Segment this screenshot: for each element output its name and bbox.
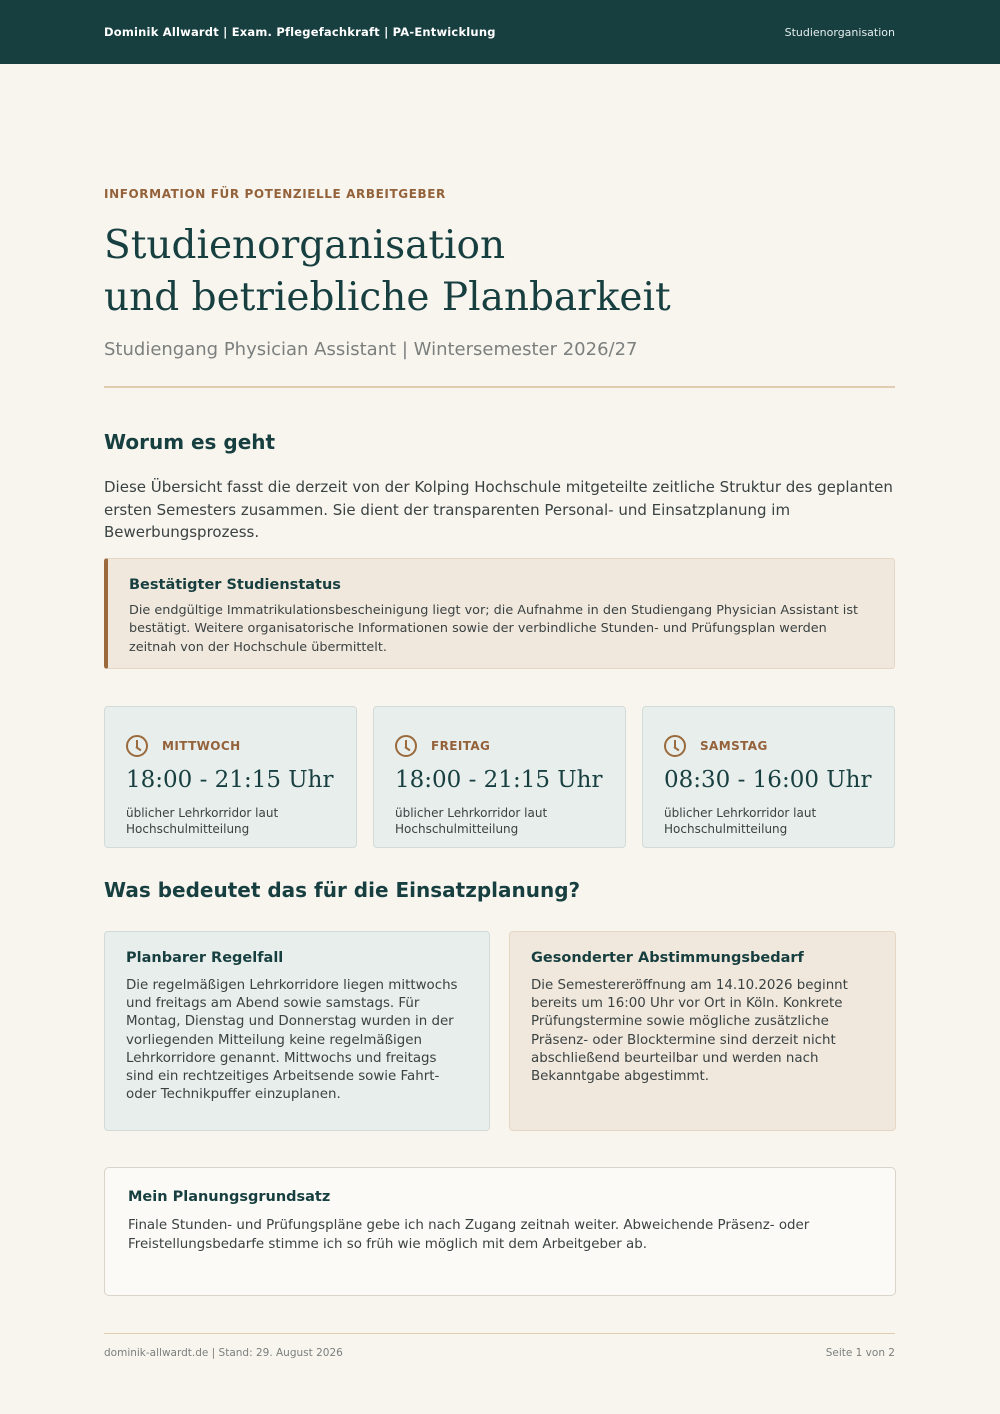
principle-text: Finale Stunden- und Prüfungspläne gebe ich nach Zugang zeitnah weiter. Abweichende Präsenz- oder Freistellungsbedarfe stimme ich so früh wie möglich mit dem Arbeitgeber ab. (128, 1218, 810, 1252)
footer-divider (104, 1333, 895, 1334)
clock-icon (664, 735, 686, 757)
page-title (104, 220, 904, 324)
special-case-title: Gesonderter Abstimmungsbedarf (531, 950, 804, 966)
day-time: 18:00 - 21:15 Uhr (395, 767, 603, 793)
status-text: Die endgültige Immatrikulationsbescheinigung liegt vor; die Aufnahme in den Studiengang Physician Assistant ist bestätigt. Weitere organisatorische Informationen sowie der verbindliche Stunden- und Prüfungsplan werden zeitnah von der Hochschule übermittelt. (129, 603, 859, 655)
header-bar (0, 0, 1000, 64)
schedule-card-head (395, 735, 490, 757)
principle-title: Mein Planungsgrundsatz (128, 1189, 331, 1205)
schedule-card-head (664, 735, 768, 757)
day-note: üblicher Lehrkorridor laut Hochschulmitteilung (395, 806, 548, 836)
divider (104, 386, 895, 388)
day-name: FREITAG (431, 739, 491, 753)
special-case-card (509, 931, 896, 1131)
day-name: MITTWOCH (162, 739, 241, 753)
author-line: Dominik Allwardt | Exam. Pflegefachkraft | PA-Entwicklung (104, 25, 496, 39)
section-label: Studienorganisation (784, 25, 895, 39)
intro-text: Diese Übersicht fasst die derzeit von der Kolping Hochschule mitgeteilte zeitliche Struktur des geplanten ersten Semesters zusammen. Sie dient der transparenten Personal- und Einsatzplanung im Bewerbungsprozess. (104, 478, 893, 541)
intro-heading: Worum es geht (104, 430, 276, 454)
regular-case-card (104, 931, 490, 1131)
planning-heading: Was bedeutet das für die Einsatzplanung? (104, 878, 581, 902)
title-line-1: Studienorganisation (104, 223, 506, 268)
clock-icon (126, 735, 148, 757)
day-time: 18:00 - 21:15 Uhr (126, 767, 334, 793)
eyebrow: INFORMATION FÜR POTENZIELLE ARBEITGEBER (104, 187, 446, 201)
day-name: SAMSTAG (700, 739, 768, 753)
clock-icon (395, 735, 417, 757)
page-subtitle: Studiengang Physician Assistant | Wintersemester 2026/27 (104, 339, 638, 360)
page-number: Seite 1 von 2 (825, 1347, 895, 1359)
schedule-card-saturday (642, 706, 895, 848)
day-time: 08:30 - 16:00 Uhr (664, 767, 872, 793)
day-note: üblicher Lehrkorridor laut Hochschulmitteilung (664, 806, 817, 836)
schedule-card-friday (373, 706, 626, 848)
footer-source: dominik-allwardt.de | Stand: 29. August 2026 (104, 1347, 343, 1359)
regular-case-text: Die regelmäßigen Lehrkorridore liegen mittwochs und freitags am Abend sowie samstags. Für Montag, Dienstag und Donnerstag wurden in der vorliegenden Mitteilung keine regelmäßigen Lehrkorridore genannt. Mittwochs und freitags sind ein rechtzeitiges Arbeitsende sowie Fahrt- oder Technikpuffer einzuplanen. (126, 978, 458, 1103)
status-title: Bestätigter Studienstatus (129, 577, 341, 593)
regular-case-title: Planbarer Regelfall (126, 950, 284, 966)
status-callout (104, 558, 895, 669)
title-line-2: und betriebliche Planbarkeit (104, 275, 671, 320)
principle-box (104, 1167, 896, 1296)
schedule-card-head (126, 735, 241, 757)
schedule-card-wednesday (104, 706, 357, 848)
special-case-text: Die Semestereröffnung am 14.10.2026 beginnt bereits um 16:00 Uhr vor Ort in Köln. Konkrete Prüfungstermine sowie mögliche zusätzliche Präsenz- oder Blocktermine sind derzeit nicht abschließend beurteilbar und werden nach Bekanntgabe abgestimmt. (531, 978, 848, 1085)
day-note: üblicher Lehrkorridor laut Hochschulmitteilung (126, 806, 279, 836)
